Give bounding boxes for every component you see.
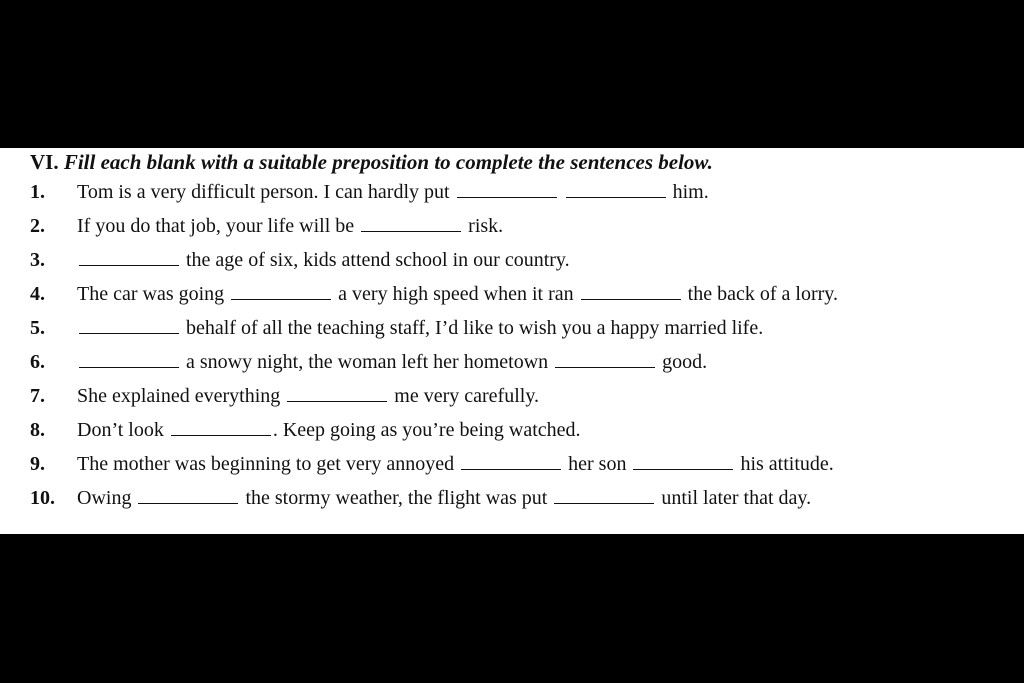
question-text-segment: behalf of all the teaching staff, I’d like to wish you a happy married life. bbox=[181, 317, 764, 339]
question-text bbox=[77, 246, 570, 274]
question-text-segment: the stormy weather, the flight was put bbox=[240, 487, 553, 509]
answer-blank[interactable] bbox=[554, 502, 654, 504]
answer-blank[interactable] bbox=[231, 298, 331, 300]
question-number: 9. bbox=[30, 453, 45, 475]
answer-blank[interactable] bbox=[633, 468, 733, 470]
question-number: 8. bbox=[30, 419, 45, 441]
question-number: 10. bbox=[30, 487, 55, 509]
question-text-segment: She explained everything bbox=[77, 385, 286, 407]
question-item bbox=[30, 280, 1010, 308]
question-text bbox=[77, 348, 707, 376]
question-text bbox=[77, 416, 581, 444]
question-item bbox=[30, 382, 1010, 410]
question-text bbox=[77, 178, 709, 206]
question-text bbox=[77, 314, 763, 342]
exercise-heading bbox=[30, 150, 713, 174]
question-text-segment: risk. bbox=[463, 215, 504, 237]
question-text-segment: Don’t look bbox=[77, 419, 169, 441]
answer-blank[interactable] bbox=[555, 366, 655, 368]
answer-blank[interactable] bbox=[79, 264, 179, 266]
question-text-segment: a very high speed when it ran bbox=[333, 283, 579, 305]
question-item bbox=[30, 246, 1010, 274]
answer-blank[interactable] bbox=[79, 366, 179, 368]
question-number: 7. bbox=[30, 385, 45, 407]
instruction-text: Fill each blank with a suitable preposition to complete the sentences below. bbox=[63, 150, 713, 174]
worksheet-page bbox=[0, 148, 1024, 534]
question-text-segment: If you do that job, your life will be bbox=[77, 215, 360, 237]
section-number: VI. bbox=[30, 150, 59, 174]
question-item bbox=[30, 484, 1010, 512]
question-text bbox=[77, 450, 834, 478]
question-text-segment: The car was going bbox=[77, 283, 230, 305]
answer-blank[interactable] bbox=[566, 196, 666, 198]
question-text-segment bbox=[559, 181, 564, 203]
question-number: 4. bbox=[30, 283, 45, 305]
question-text-segment: good. bbox=[657, 351, 708, 373]
question-text bbox=[77, 212, 503, 240]
answer-blank[interactable] bbox=[171, 434, 271, 436]
question-item bbox=[30, 348, 1010, 376]
question-text bbox=[77, 280, 838, 308]
answer-blank[interactable] bbox=[461, 468, 561, 470]
question-number: 5. bbox=[30, 317, 45, 339]
answer-blank[interactable] bbox=[287, 400, 387, 402]
question-number: 6. bbox=[30, 351, 45, 373]
question-text bbox=[77, 382, 539, 410]
question-text bbox=[77, 484, 811, 512]
question-item bbox=[30, 178, 1010, 206]
question-text-segment: Owing bbox=[77, 487, 137, 509]
question-text-segment: his attitude. bbox=[735, 453, 834, 475]
question-text-segment: Tom is a very difficult person. I can hardly put bbox=[77, 181, 455, 203]
question-number: 3. bbox=[30, 249, 45, 271]
answer-blank[interactable] bbox=[581, 298, 681, 300]
question-text-segment: the age of six, kids attend school in our country. bbox=[181, 249, 570, 271]
answer-blank[interactable] bbox=[138, 502, 238, 504]
question-text-segment: until later that day. bbox=[656, 487, 812, 509]
question-text-segment: the back of a lorry. bbox=[682, 283, 838, 305]
question-number: 2. bbox=[30, 215, 45, 237]
question-number: 1. bbox=[30, 181, 45, 203]
question-item bbox=[30, 416, 1010, 444]
question-text-segment: The mother was beginning to get very annoyed bbox=[77, 453, 460, 475]
question-text-segment: a snowy night, the woman left her hometown bbox=[181, 351, 554, 373]
question-text-segment: him. bbox=[667, 181, 709, 203]
question-item bbox=[30, 212, 1010, 240]
question-text-segment: me very carefully. bbox=[389, 385, 540, 407]
question-text-segment: . Keep going as you’re being watched. bbox=[272, 419, 581, 441]
answer-blank[interactable] bbox=[361, 230, 461, 232]
answer-blank[interactable] bbox=[457, 196, 557, 198]
answer-blank[interactable] bbox=[79, 332, 179, 334]
question-item bbox=[30, 450, 1010, 478]
question-item bbox=[30, 314, 1010, 342]
question-text-segment: her son bbox=[563, 453, 632, 475]
